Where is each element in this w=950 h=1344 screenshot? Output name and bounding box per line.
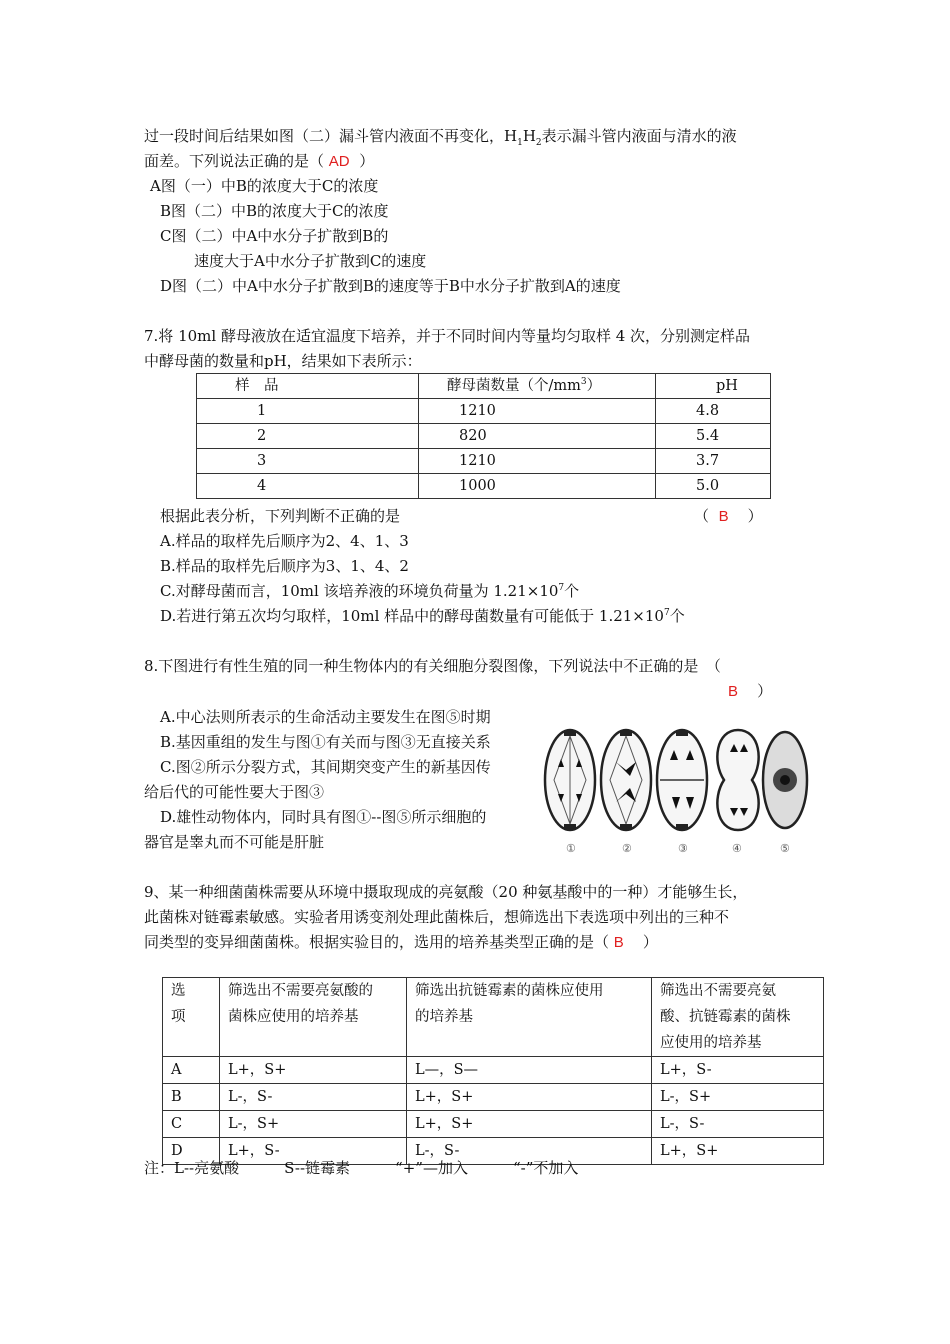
table-header-cell: 筛选出不需要亮氨 酸、抗链霉素的菌株 应使用的培养基 (652, 978, 824, 1057)
q7-line-1: 7.将 10ml 酵母液放在适宜温度下培养，并于不同时间内等量均匀取样 4 次，分别测定样品 (144, 327, 751, 345)
q7-option-c: C.对酵母菌而言，10ml 该培养液的环境负荷量为 $1.21\times 10^7$个 (160, 582, 580, 600)
table-row (197, 449, 771, 474)
table-row (163, 1111, 824, 1138)
q7-line-2: 中酵母菌的数量和pH，结果如下表所示： (144, 352, 422, 370)
cell-label: ② (622, 842, 632, 855)
table-cell: D (163, 1138, 220, 1165)
table-cell: 4 (197, 474, 419, 499)
table-header-cell: 样 品 (197, 374, 419, 399)
q6-option-d: D图（二）中A中水分子扩散到B的速度等于B中水分子扩散到A的速度 (160, 277, 621, 295)
cell-label: ④ (732, 842, 742, 855)
cell-label: ③ (678, 842, 688, 855)
cell-4-image (717, 730, 758, 830)
table-cell: L-，S- (220, 1084, 407, 1111)
table-cell: 1210 (419, 399, 656, 424)
q8-option-d-2: 器官是睾丸而不可能是肝脏 (144, 833, 325, 851)
q7-answer-paren: （ B ） (694, 507, 763, 525)
q8-option-d-1: D.雄性动物体内，同时具有图①--图⑤所示细胞的 (160, 808, 487, 826)
table-cell: L—，S— (407, 1057, 652, 1084)
cell-division-figure (540, 722, 810, 867)
q8-option-a: A.中心法则所表示的生命活动主要发生在图⑤时期 (160, 708, 491, 726)
q7-question: 根据此表分析，下列判断不正确的是 (160, 507, 401, 525)
table-cell: L+，S- (652, 1057, 824, 1084)
table-cell: L+，S- (220, 1138, 407, 1165)
cell-3-image (657, 730, 707, 830)
q6-line-1: 过一段时间后结果如图（二）漏斗管内液面不再变化，$H_1H_2$表示漏斗管内液面与清水的液 (144, 127, 737, 148)
bacteria-table (162, 977, 824, 1165)
table-row (197, 474, 771, 499)
yeast-table (196, 373, 771, 499)
table-cell: 1210 (419, 449, 656, 474)
table-row (163, 1084, 824, 1111)
table-header-row (197, 374, 771, 399)
table-cell: L-，S- (652, 1111, 824, 1138)
table-cell: A (163, 1057, 220, 1084)
table-cell: L-，S+ (652, 1084, 824, 1111)
q6-line-2: 面差。下列说法正确的是（ AD ） (144, 152, 375, 170)
table-header-cell: 选 项 (163, 978, 220, 1057)
cell-5-image (763, 732, 807, 828)
table-header-cell: 筛选出抗链霉素的菌株应使用 的培养基 (407, 978, 652, 1057)
cell-2-image (601, 730, 651, 830)
q7-option-b: B.样品的取样先后顺序为3、1、4、2 (160, 557, 409, 575)
table-cell: L+，S+ (220, 1057, 407, 1084)
q7-option-d: D.若进行第五次均匀取样，10ml 样品中的酵母菌数量有可能低于 $1.21\times 10^7$个 (160, 607, 685, 625)
table-cell: B (163, 1084, 220, 1111)
table-row (197, 424, 771, 449)
table-cell: L+，S+ (407, 1111, 652, 1138)
q9-line-1: 9、某一种细菌菌株需要从环境中摄取现成的亮氨酸（20 种氨基酸中的一种）才能够生长， (144, 883, 748, 901)
table-cell: 1000 (419, 474, 656, 499)
table-cell: 1 (197, 399, 419, 424)
q6-option-c-2: 速度大于A中水分子扩散到C的速度 (194, 252, 427, 270)
table-cell: 5.0 (656, 474, 771, 499)
table-header-cell: 筛选出不需要亮氨酸的 菌株应使用的培养基 (220, 978, 407, 1057)
q6-option-b: B图（二）中B的浓度大于C的浓度 (160, 202, 389, 220)
table-row (163, 1057, 824, 1084)
table-cell: 820 (419, 424, 656, 449)
q8-line-1: 8.下图进行有性生殖的同一种生物体内的有关细胞分裂图像，下列说法中不正确的是 （ (144, 657, 721, 675)
q6-option-c-1: C图（二）中A中水分子扩散到B的 (160, 227, 389, 245)
cell-label: ⑤ (780, 842, 790, 855)
table-cell: 4.8 (656, 399, 771, 424)
q6-answer: AD (328, 153, 350, 170)
q9-line-3: 同类型的变异细菌菌株。根据实验目的，选用的培养基类型正确的是（ B ） (144, 933, 658, 951)
table-header-row (163, 978, 824, 1057)
table-cell: L-，S- (407, 1138, 652, 1165)
q6-option-a: A图（一）中B的浓度大于C的浓度 (150, 177, 379, 195)
q9-answer: B (613, 934, 624, 951)
q9-note: 注：L--亮氨酸 S--链霉素 “+”—加入 “-”不加入 (144, 1159, 579, 1177)
table-header-cell: pH (656, 374, 771, 399)
table-cell: L+，S+ (652, 1138, 824, 1165)
table-row (197, 399, 771, 424)
q8-answer: B (728, 683, 739, 700)
q8-answer-paren: B ） (728, 682, 773, 700)
table-cell: 3.7 (656, 449, 771, 474)
q9-line-2: 此菌株对链霉素敏感。实验者用诱变剂处理此菌株后，想筛选出下表选项中列出的三种不 (144, 908, 730, 926)
q8-option-c-2: 给后代的可能性要大于图③ (144, 783, 325, 801)
table-cell: 3 (197, 449, 419, 474)
table-header-cell: 酵母菌数量（个$/mm^3$） (419, 374, 656, 399)
q7-option-a: A.样品的取样先后顺序为2、4、1、3 (160, 532, 409, 550)
table-cell: 2 (197, 424, 419, 449)
table-cell: 5.4 (656, 424, 771, 449)
cell-label: ① (566, 842, 576, 855)
q8-option-b: B.基因重组的发生与图①有关而与图③无直接关系 (160, 733, 491, 751)
table-cell: L+，S+ (407, 1084, 652, 1111)
table-cell: L-，S+ (220, 1111, 407, 1138)
q7-answer: B (718, 508, 729, 525)
cell-1-image (545, 730, 595, 830)
table-cell: C (163, 1111, 220, 1138)
q8-option-c-1: C.图②所示分裂方式，其间期突变产生的新基因传 (160, 758, 491, 776)
